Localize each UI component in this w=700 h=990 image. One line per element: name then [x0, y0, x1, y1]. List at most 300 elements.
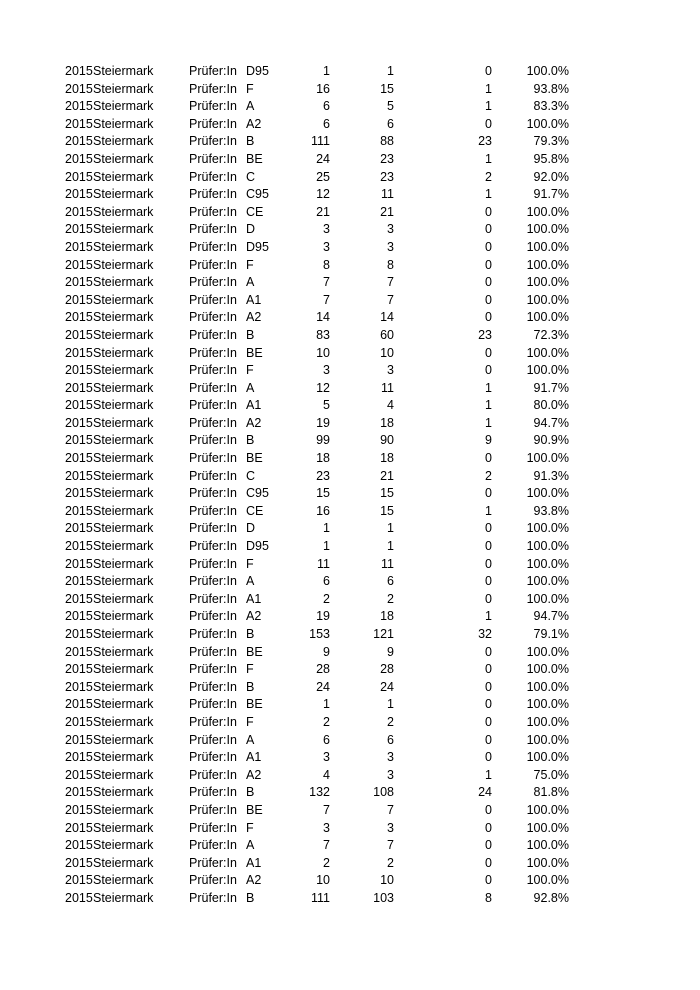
- year-cell: 2015: [65, 503, 93, 518]
- year-cell: 2015: [65, 767, 93, 782]
- pass-rate-cell: 100.0%: [526, 556, 569, 571]
- table-row: [0, 872, 700, 890]
- examiner-cell: Prüfer:In: [189, 327, 237, 342]
- failed-cell: 1: [485, 99, 492, 114]
- passed-cell: 10: [380, 873, 394, 888]
- region-cell: Steiermark: [93, 169, 154, 184]
- examiner-cell: Prüfer:In: [189, 363, 237, 378]
- examiner-cell: Prüfer:In: [189, 204, 237, 219]
- license-class-cell: BE: [246, 802, 263, 817]
- pass-rate-cell: 100.0%: [526, 838, 569, 853]
- total-cell: 19: [316, 609, 330, 624]
- passed-cell: 11: [381, 556, 394, 571]
- passed-cell: 9: [387, 644, 394, 659]
- passed-cell: 90: [380, 433, 394, 448]
- year-cell: 2015: [65, 81, 93, 96]
- passed-cell: 7: [387, 838, 394, 853]
- region-cell: Steiermark: [93, 556, 154, 571]
- year-cell: 2015: [65, 204, 93, 219]
- failed-cell: 0: [485, 802, 492, 817]
- license-class-cell: A1: [246, 398, 262, 413]
- table-row: [0, 608, 700, 626]
- failed-cell: 1: [485, 187, 492, 202]
- examiner-cell: Prüfer:In: [189, 486, 237, 501]
- table-row: [0, 485, 700, 503]
- examiner-cell: Prüfer:In: [189, 714, 237, 729]
- examiner-cell: Prüfer:In: [189, 81, 237, 96]
- failed-cell: 1: [485, 151, 492, 166]
- region-cell: Steiermark: [93, 99, 154, 114]
- license-class-cell: B: [246, 785, 255, 800]
- pass-rate-cell: 94.7%: [533, 415, 569, 430]
- examiner-cell: Prüfer:In: [189, 838, 237, 853]
- license-class-cell: A1: [246, 750, 262, 765]
- pass-rate-cell: 100.0%: [526, 239, 569, 254]
- failed-cell: 0: [485, 257, 492, 272]
- failed-cell: 0: [485, 345, 492, 360]
- license-class-cell: A1: [246, 292, 262, 307]
- region-cell: Steiermark: [93, 222, 154, 237]
- examiner-cell: Prüfer:In: [189, 116, 237, 131]
- failed-cell: 1: [485, 767, 492, 782]
- region-cell: Steiermark: [93, 187, 154, 202]
- year-cell: 2015: [65, 275, 93, 290]
- examiner-cell: Prüfer:In: [189, 556, 237, 571]
- examiner-cell: Prüfer:In: [189, 187, 237, 202]
- year-cell: 2015: [65, 468, 93, 483]
- year-cell: 2015: [65, 644, 93, 659]
- year-cell: 2015: [65, 451, 93, 466]
- total-cell: 1: [323, 697, 330, 712]
- total-cell: 1: [323, 539, 330, 554]
- license-class-cell: A2: [246, 116, 262, 131]
- table-row: [0, 133, 700, 151]
- table-row: [0, 204, 700, 222]
- region-cell: Steiermark: [93, 785, 154, 800]
- failed-cell: 1: [485, 415, 492, 430]
- examiner-cell: Prüfer:In: [189, 750, 237, 765]
- failed-cell: 0: [485, 679, 492, 694]
- year-cell: 2015: [65, 169, 93, 184]
- license-class-cell: BE: [246, 345, 263, 360]
- region-cell: Steiermark: [93, 415, 154, 430]
- pass-rate-cell: 100.0%: [526, 222, 569, 237]
- year-cell: 2015: [65, 239, 93, 254]
- pass-rate-cell: 100.0%: [526, 363, 569, 378]
- failed-cell: 0: [485, 750, 492, 765]
- pass-rate-cell: 91.3%: [533, 468, 569, 483]
- examiner-cell: Prüfer:In: [189, 239, 237, 254]
- examiner-cell: Prüfer:In: [189, 433, 237, 448]
- table-row: [0, 63, 700, 81]
- year-cell: 2015: [65, 64, 93, 78]
- examiner-cell: Prüfer:In: [189, 609, 237, 624]
- pass-rate-cell: 94.7%: [533, 609, 569, 624]
- failed-cell: 0: [485, 574, 492, 589]
- license-class-cell: A: [246, 380, 255, 395]
- examiner-cell: Prüfer:In: [189, 574, 237, 589]
- pass-rate-cell: 100.0%: [526, 750, 569, 765]
- examiner-cell: Prüfer:In: [189, 468, 237, 483]
- total-cell: 23: [316, 468, 330, 483]
- passed-cell: 28: [380, 662, 394, 677]
- failed-cell: 1: [485, 609, 492, 624]
- license-class-cell: F: [246, 81, 254, 96]
- year-cell: 2015: [65, 310, 93, 325]
- examiner-cell: Prüfer:In: [189, 873, 237, 888]
- table-row: [0, 116, 700, 134]
- region-cell: Steiermark: [93, 116, 154, 131]
- failed-cell: 0: [485, 222, 492, 237]
- total-cell: 1: [323, 521, 330, 536]
- total-cell: 7: [323, 838, 330, 853]
- passed-cell: 2: [387, 855, 394, 870]
- table-row: [0, 732, 700, 750]
- examiner-cell: Prüfer:In: [189, 169, 237, 184]
- examiner-cell: Prüfer:In: [189, 151, 237, 166]
- passed-cell: 4: [387, 398, 394, 413]
- total-cell: 153: [309, 627, 330, 641]
- license-class-cell: BE: [246, 151, 263, 166]
- region-cell: Steiermark: [93, 310, 154, 325]
- passed-cell: 23: [380, 169, 394, 184]
- table-row: [0, 239, 700, 257]
- table-row: [0, 661, 700, 679]
- license-class-cell: F: [246, 820, 254, 835]
- failed-cell: 0: [485, 714, 492, 729]
- examiner-cell: Prüfer:In: [189, 345, 237, 360]
- table-row: [0, 644, 700, 662]
- region-cell: Steiermark: [93, 855, 154, 870]
- examiner-cell: Prüfer:In: [189, 310, 237, 325]
- passed-cell: 88: [380, 134, 394, 149]
- year-cell: 2015: [65, 820, 93, 835]
- region-cell: Steiermark: [93, 609, 154, 624]
- pass-rate-cell: 93.8%: [533, 81, 569, 96]
- region-cell: Steiermark: [93, 750, 154, 765]
- total-cell: 111: [310, 890, 330, 905]
- total-cell: 5: [323, 398, 330, 413]
- region-cell: Steiermark: [93, 679, 154, 694]
- year-cell: 2015: [65, 433, 93, 448]
- failed-cell: 1: [485, 380, 492, 395]
- total-cell: 16: [316, 81, 330, 96]
- total-cell: 2: [323, 855, 330, 870]
- pass-rate-cell: 100.0%: [526, 204, 569, 219]
- region-cell: Steiermark: [93, 591, 154, 606]
- license-class-cell: A: [246, 99, 255, 114]
- region-cell: Steiermark: [93, 433, 154, 448]
- year-cell: 2015: [65, 292, 93, 307]
- table-row: [0, 503, 700, 521]
- total-cell: 8: [323, 257, 330, 272]
- examiner-cell: Prüfer:In: [189, 134, 237, 149]
- license-class-cell: B: [246, 627, 255, 641]
- year-cell: 2015: [65, 574, 93, 589]
- region-cell: Steiermark: [93, 327, 154, 342]
- pass-rate-cell: 92.0%: [533, 169, 569, 184]
- region-cell: Steiermark: [93, 662, 154, 677]
- total-cell: 15: [316, 486, 330, 501]
- license-class-cell: F: [246, 662, 254, 677]
- total-cell: 9: [323, 644, 330, 659]
- examiner-cell: Prüfer:In: [189, 644, 237, 659]
- year-cell: 2015: [65, 151, 93, 166]
- pass-rate-cell: 100.0%: [526, 486, 569, 501]
- passed-cell: 3: [387, 767, 394, 782]
- license-class-cell: A: [246, 275, 255, 290]
- license-class-cell: C: [246, 169, 256, 184]
- passed-cell: 15: [380, 81, 394, 96]
- total-cell: 132: [309, 785, 330, 800]
- license-class-cell: BE: [246, 451, 263, 466]
- failed-cell: 0: [485, 64, 492, 78]
- region-cell: Steiermark: [93, 380, 154, 395]
- license-class-cell: C95: [246, 486, 269, 501]
- failed-cell: 0: [485, 363, 492, 378]
- year-cell: 2015: [65, 415, 93, 430]
- year-cell: 2015: [65, 732, 93, 747]
- license-class-cell: B: [246, 890, 255, 905]
- year-cell: 2015: [65, 609, 93, 624]
- license-class-cell: B: [246, 679, 255, 694]
- license-class-cell: F: [246, 714, 254, 729]
- year-cell: 2015: [65, 380, 93, 395]
- total-cell: 14: [316, 310, 330, 325]
- table-row: [0, 538, 700, 556]
- pass-rate-cell: 91.7%: [533, 380, 569, 395]
- failed-cell: 0: [485, 275, 492, 290]
- table-row: [0, 221, 700, 239]
- examiner-cell: Prüfer:In: [189, 679, 237, 694]
- pass-rate-cell: 100.0%: [526, 697, 569, 712]
- failed-cell: 9: [485, 433, 492, 448]
- license-class-cell: A: [246, 574, 255, 589]
- license-class-cell: D95: [246, 64, 269, 78]
- license-class-cell: A1: [246, 855, 262, 870]
- examiner-cell: Prüfer:In: [189, 890, 237, 905]
- passed-cell: 23: [380, 151, 394, 166]
- pass-rate-cell: 95.8%: [533, 151, 569, 166]
- passed-cell: 3: [387, 820, 394, 835]
- license-class-cell: D: [246, 521, 256, 536]
- examiner-cell: Prüfer:In: [189, 64, 237, 78]
- pass-rate-cell: 100.0%: [526, 521, 569, 536]
- examiner-cell: Prüfer:In: [189, 380, 237, 395]
- failed-cell: 0: [485, 855, 492, 870]
- table-row: [0, 169, 700, 187]
- examiner-cell: Prüfer:In: [189, 855, 237, 870]
- region-cell: Steiermark: [93, 503, 154, 518]
- total-cell: 3: [323, 363, 330, 378]
- pass-rate-cell: 79.3%: [533, 134, 569, 149]
- year-cell: 2015: [65, 539, 93, 554]
- year-cell: 2015: [65, 697, 93, 712]
- table-row: [0, 749, 700, 767]
- license-class-cell: A2: [246, 767, 262, 782]
- region-cell: Steiermark: [93, 838, 154, 853]
- failed-cell: 0: [485, 239, 492, 254]
- region-cell: Steiermark: [93, 697, 154, 712]
- examiner-cell: Prüfer:In: [189, 697, 237, 712]
- passed-cell: 103: [373, 890, 394, 905]
- year-cell: 2015: [65, 556, 93, 571]
- table-row: [0, 626, 700, 644]
- year-cell: 2015: [65, 750, 93, 765]
- passed-cell: 1: [387, 64, 394, 78]
- license-class-cell: F: [246, 363, 254, 378]
- license-class-cell: F: [246, 257, 254, 272]
- failed-cell: 1: [485, 398, 492, 413]
- examiner-cell: Prüfer:In: [189, 292, 237, 307]
- passed-cell: 18: [380, 415, 394, 430]
- pass-rate-cell: 83.3%: [533, 99, 569, 114]
- pass-rate-cell: 100.0%: [526, 116, 569, 131]
- pass-rate-cell: 100.0%: [526, 802, 569, 817]
- year-cell: 2015: [65, 591, 93, 606]
- passed-cell: 18: [380, 609, 394, 624]
- license-class-cell: D95: [246, 239, 269, 254]
- total-cell: 7: [323, 275, 330, 290]
- region-cell: Steiermark: [93, 486, 154, 501]
- examiner-cell: Prüfer:In: [189, 767, 237, 782]
- total-cell: 6: [323, 732, 330, 747]
- total-cell: 3: [323, 239, 330, 254]
- pass-rate-cell: 72.3%: [533, 327, 569, 342]
- data-table: [0, 63, 700, 908]
- license-class-cell: BE: [246, 644, 263, 659]
- failed-cell: 0: [485, 451, 492, 466]
- examiner-cell: Prüfer:In: [189, 415, 237, 430]
- failed-cell: 0: [485, 838, 492, 853]
- passed-cell: 7: [387, 292, 394, 307]
- total-cell: 6: [323, 99, 330, 114]
- total-cell: 111: [310, 134, 330, 149]
- table-row: [0, 714, 700, 732]
- passed-cell: 6: [387, 732, 394, 747]
- total-cell: 7: [323, 802, 330, 817]
- license-class-cell: A2: [246, 873, 262, 888]
- pass-rate-cell: 100.0%: [526, 310, 569, 325]
- failed-cell: 0: [485, 556, 492, 571]
- license-class-cell: A2: [246, 310, 262, 325]
- total-cell: 10: [316, 345, 330, 360]
- region-cell: Steiermark: [93, 257, 154, 272]
- examiner-cell: Prüfer:In: [189, 802, 237, 817]
- total-cell: 10: [316, 873, 330, 888]
- failed-cell: 23: [478, 327, 492, 342]
- passed-cell: 3: [387, 750, 394, 765]
- table-row: [0, 468, 700, 486]
- failed-cell: 0: [485, 116, 492, 131]
- table-row: [0, 151, 700, 169]
- examiner-cell: Prüfer:In: [189, 627, 237, 641]
- failed-cell: 0: [485, 873, 492, 888]
- total-cell: 2: [323, 714, 330, 729]
- total-cell: 2: [323, 591, 330, 606]
- pass-rate-cell: 93.8%: [533, 503, 569, 518]
- table-row: [0, 696, 700, 714]
- passed-cell: 1: [387, 521, 394, 536]
- year-cell: 2015: [65, 363, 93, 378]
- region-cell: Steiermark: [93, 627, 154, 641]
- examiner-cell: Prüfer:In: [189, 451, 237, 466]
- year-cell: 2015: [65, 679, 93, 694]
- pass-rate-cell: 100.0%: [526, 345, 569, 360]
- region-cell: Steiermark: [93, 802, 154, 817]
- table-row: [0, 820, 700, 838]
- pass-rate-cell: 100.0%: [526, 873, 569, 888]
- passed-cell: 11: [381, 187, 394, 202]
- year-cell: 2015: [65, 785, 93, 800]
- passed-cell: 6: [387, 116, 394, 131]
- license-class-cell: A1: [246, 591, 262, 606]
- passed-cell: 21: [380, 204, 394, 219]
- pass-rate-cell: 100.0%: [526, 292, 569, 307]
- total-cell: 1: [323, 64, 330, 78]
- year-cell: 2015: [65, 116, 93, 131]
- total-cell: 24: [316, 151, 330, 166]
- table-row: [0, 274, 700, 292]
- passed-cell: 3: [387, 222, 394, 237]
- year-cell: 2015: [65, 222, 93, 237]
- region-cell: Steiermark: [93, 204, 154, 219]
- region-cell: Steiermark: [93, 134, 154, 149]
- table-row: [0, 327, 700, 345]
- total-cell: 21: [316, 204, 330, 219]
- failed-cell: 0: [485, 204, 492, 219]
- pass-rate-cell: 75.0%: [533, 767, 569, 782]
- table-row: [0, 186, 700, 204]
- pass-rate-cell: 100.0%: [526, 820, 569, 835]
- passed-cell: 3: [387, 363, 394, 378]
- table-row: [0, 345, 700, 363]
- examiner-cell: Prüfer:In: [189, 398, 237, 413]
- table-row: [0, 784, 700, 802]
- examiner-cell: Prüfer:In: [189, 820, 237, 835]
- examiner-cell: Prüfer:In: [189, 521, 237, 536]
- table-row: [0, 397, 700, 415]
- year-cell: 2015: [65, 890, 93, 905]
- total-cell: 24: [316, 679, 330, 694]
- pass-rate-cell: 100.0%: [526, 855, 569, 870]
- year-cell: 2015: [65, 327, 93, 342]
- license-class-cell: CE: [246, 503, 264, 518]
- passed-cell: 8: [387, 257, 394, 272]
- total-cell: 6: [323, 574, 330, 589]
- table-row: [0, 837, 700, 855]
- table-row: [0, 855, 700, 873]
- passed-cell: 15: [380, 503, 394, 518]
- total-cell: 3: [323, 750, 330, 765]
- total-cell: 11: [317, 556, 330, 571]
- examiner-cell: Prüfer:In: [189, 785, 237, 800]
- region-cell: Steiermark: [93, 873, 154, 888]
- table-row: [0, 362, 700, 380]
- passed-cell: 14: [380, 310, 394, 325]
- passed-cell: 1: [387, 697, 394, 712]
- passed-cell: 108: [373, 785, 394, 800]
- passed-cell: 7: [387, 275, 394, 290]
- region-cell: Steiermark: [93, 732, 154, 747]
- pass-rate-cell: 100.0%: [526, 257, 569, 272]
- license-class-cell: BE: [246, 697, 263, 712]
- failed-cell: 0: [485, 539, 492, 554]
- region-cell: Steiermark: [93, 820, 154, 835]
- region-cell: Steiermark: [93, 81, 154, 96]
- table-row: [0, 573, 700, 591]
- pass-rate-cell: 100.0%: [526, 591, 569, 606]
